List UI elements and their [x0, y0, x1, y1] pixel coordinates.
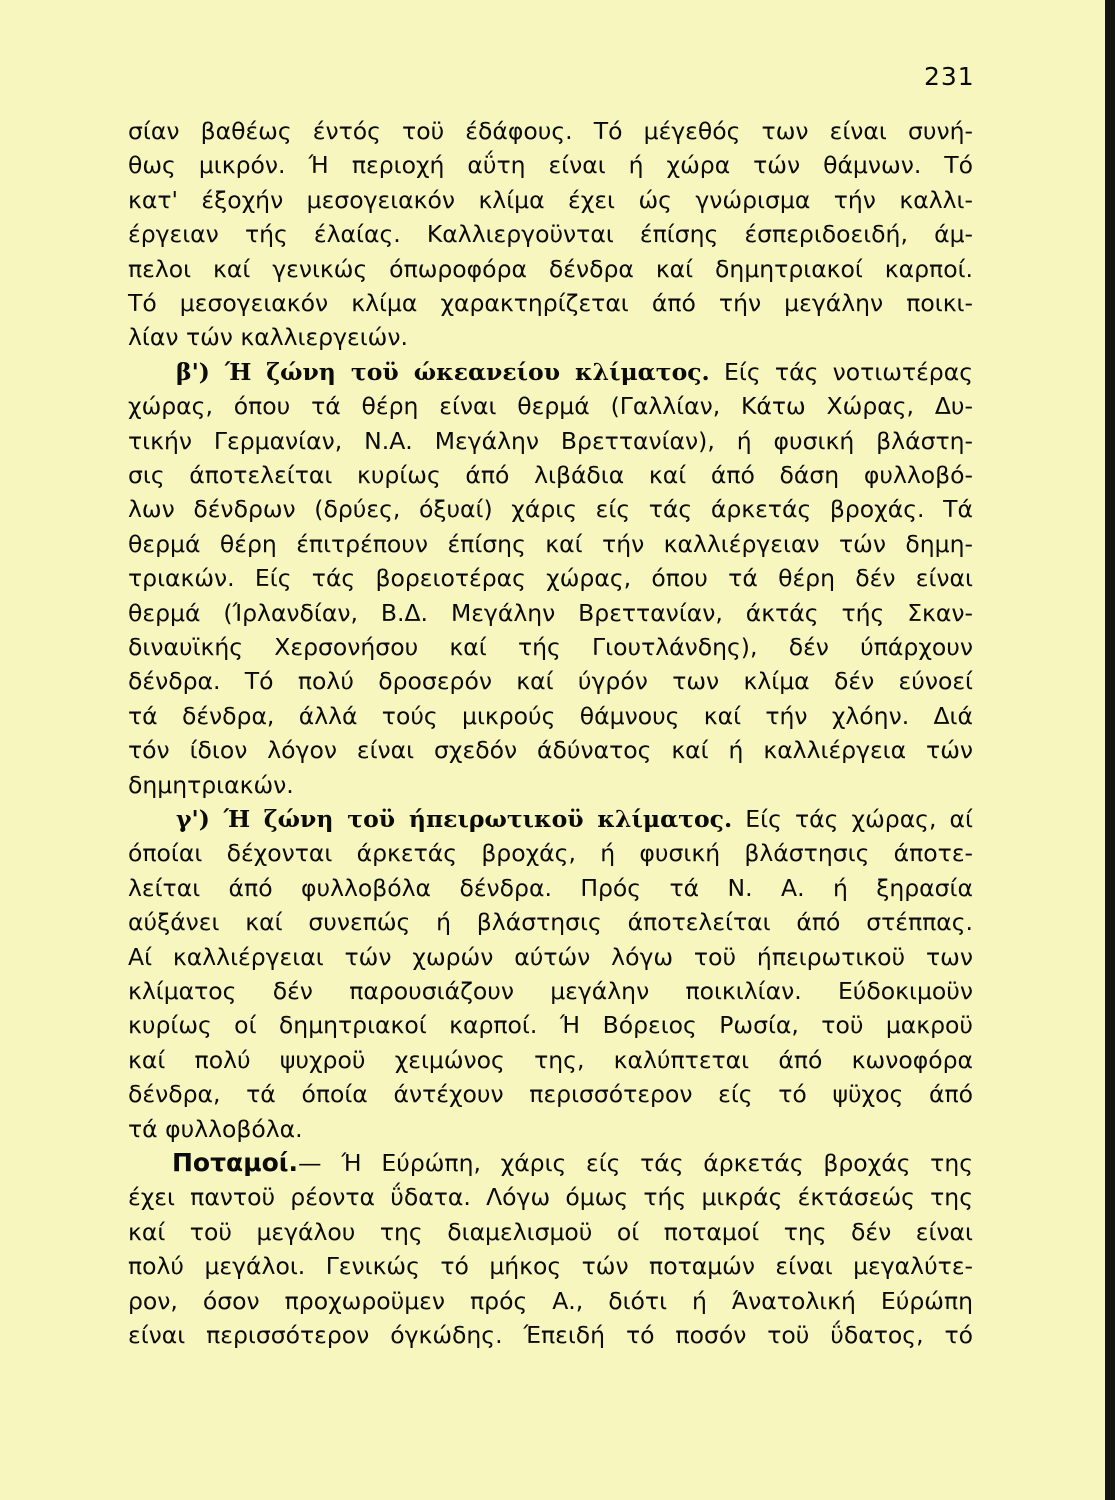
text-line: [128, 113, 973, 149]
text-line: [128, 1007, 973, 1043]
line-text: Είς τάς νοτιωτέρας: [709, 357, 973, 386]
line-text: ρον, όσον προχωροϋμεν πρός Α., διότι ή Άνατολική Εύρώπη: [128, 1286, 973, 1315]
text-line: [128, 423, 973, 459]
text-line: [128, 147, 973, 183]
text-line: [128, 663, 973, 699]
text-line: [128, 1179, 973, 1215]
text-line: [128, 698, 973, 734]
line-text: δημητριακών.: [128, 770, 294, 799]
line-text: καί τοϋ μεγάλου της διαμελισμοϋ οί ποταμοί της δέν είναι: [128, 1217, 973, 1246]
line-text: Τό μεσογειακόν κλίμα χαρακτηρίζεται άπό τήν μεγάλην ποικι-: [128, 289, 973, 317]
line-text: Είς τάς χώρας, αί: [732, 805, 973, 833]
line-text: θερμά (Ίρλανδίαν, Β.Δ. Μεγάλην Βρεττανίαν, άκτάς τής Σκαν-: [128, 598, 973, 627]
line-text: λίαν τών καλλιεργειών.: [128, 323, 408, 352]
text-line: [128, 182, 973, 218]
line-text: τικήν Γερμανίαν, Ν.Α. Μεγάλην Βρεττανίαν), ή φυσική βλάστη-: [128, 426, 973, 455]
page-number: 231: [924, 62, 975, 91]
line-text: όποίαι δέχονται άρκετάς βροχάς, ή φυσική βλάστησις άποτε-: [128, 839, 973, 868]
text-line: [128, 732, 973, 768]
line-text: — Ή Εύρώπη, χάρις είς τάς άρκετάς βροχάς της: [298, 1149, 973, 1177]
line-text: τά φυλλοβόλα.: [128, 1114, 303, 1143]
line-text: πολύ μεγάλοι. Γενικώς τό μήκος τών ποταμών είναι μεγαλύτε-: [128, 1252, 973, 1281]
text-line: [128, 939, 973, 975]
line-text: τριακών. Είς τάς βορειοτέρας χώρας, όπου τά θέρη δέν είναι: [128, 564, 973, 593]
line-text: είναι περισσότερον όγκώδης. Έπειδή τό ποσόν τοϋ ΰδατος, τό: [128, 1321, 973, 1349]
line-text: δένδρα, τά όποία άντέχουν περισσότερον είς τό ψϋχος άπό: [128, 1080, 973, 1109]
line-text: πελοι καί γενικώς όπωροφόρα δένδρα καί δημητριακοί καρποί.: [128, 254, 973, 283]
text-line: [128, 1042, 973, 1078]
line-text: χώρας, όπου τά θέρη είναι θερμά (Γαλλίαν, Κάτω Χώρας, Δυ-: [128, 392, 973, 421]
text-line: [128, 767, 973, 803]
text-line: [128, 904, 973, 940]
text-line: [128, 285, 973, 321]
line-text: λείται άπό φυλλοβόλα δένδρα. Πρός τά Ν. Α. ή ξηρασία: [128, 873, 973, 902]
section-heading: γ') Ή ζώνη τοϋ ήπειρωτικοϋ κλίματος.: [176, 805, 733, 833]
line-text: κλίματος δέν παρουσιάζουν μεγάλην ποικιλίαν. Εύδοκιμοϋν: [128, 977, 973, 1005]
text-line: [128, 973, 973, 1009]
line-text: σις άποτελείται κυρίως άπό λιβάδια καί άπό δάση φυλλοβό-: [128, 461, 973, 489]
text-line: [128, 251, 973, 287]
page-edge: [1105, 0, 1115, 1500]
line-text: θερμά θέρη έπιτρέπουν έπίσης καί τήν καλλιέργειαν τών δημη-: [128, 529, 973, 558]
text-line: [128, 1214, 973, 1250]
text-line: [128, 629, 973, 665]
line-text: τά δένδρα, άλλά τούς μικρούς θάμνους καί τήν χλόην. Διά: [128, 701, 973, 730]
text-line: [128, 560, 973, 596]
text-line: [176, 801, 973, 837]
line-text: θως μικρόν. Ή περιοχή αΰτη είναι ή χώρα τών θάμνων. Τό: [128, 151, 973, 180]
text-line: [128, 216, 973, 252]
section-heading: β') Ή ζώνη τοϋ ώκεανείου κλίματος.: [176, 357, 710, 386]
text-line: [128, 835, 973, 871]
line-text: έργειαν τής έλαίας. Καλλιεργοϋνται έπίσης έσπεριδοειδή, άμ-: [128, 220, 973, 249]
text-line: [128, 526, 973, 562]
text-line: [128, 1317, 973, 1353]
line-text: διναυϊκής Χερσονήσου καί τής Γιουτλάνδης), δέν ύπάρχουν: [128, 633, 973, 661]
text-line: [128, 1283, 973, 1319]
text-line: [128, 457, 973, 493]
line-text: τόν ίδιον λόγον είναι σχεδόν άδύνατος καί ή καλλιέργεια τών: [128, 736, 973, 765]
line-text: λων δένδρων (δρύες, όξυαί) χάρις είς τάς άρκετάς βροχάς. Τά: [128, 495, 973, 524]
rivers-heading: Ποταμοί.: [172, 1148, 299, 1177]
text-line: [128, 1076, 973, 1112]
text-line: [128, 595, 973, 631]
text-line: [172, 1145, 973, 1181]
text-line: [128, 1248, 973, 1284]
line-text: Αί καλλιέργειαι τών χωρών αύτών λόγω τοϋ ήπειρωτικοϋ των: [128, 942, 973, 971]
text-line: [128, 1111, 973, 1147]
text-line: [176, 354, 973, 390]
text-line: [128, 870, 973, 906]
line-text: αύξάνει καί συνεπώς ή βλάστησις άποτελείται άπό στέππας.: [128, 908, 973, 937]
line-text: κατ' έξοχήν μεσογειακόν κλίμα έχει ώς γνώρισμα τήν καλλι-: [128, 185, 973, 214]
line-text: δένδρα. Τό πολύ δροσερόν καί ύγρόν των κλίμα δέν εύνοεί: [128, 667, 973, 696]
text-line: [128, 319, 973, 355]
line-text: έχει παντοϋ ρέοντα ΰδατα. Λόγω όμως τής μικράς έκτάσεώς της: [128, 1183, 973, 1212]
line-text: σίαν βαθέως έντός τοϋ έδάφους. Τό μέγεθός των είναι συνή-: [128, 117, 973, 145]
text-line: [128, 388, 973, 424]
line-text: καί πολύ ψυχροϋ χειμώνος της, καλύπτεται άπό κωνοφόρα: [128, 1045, 973, 1074]
line-text: κυρίως οί δημητριακοί καρποί. Ή Βόρειος Ρωσία, τοϋ μακροϋ: [128, 1011, 973, 1040]
text-line: [128, 491, 973, 527]
